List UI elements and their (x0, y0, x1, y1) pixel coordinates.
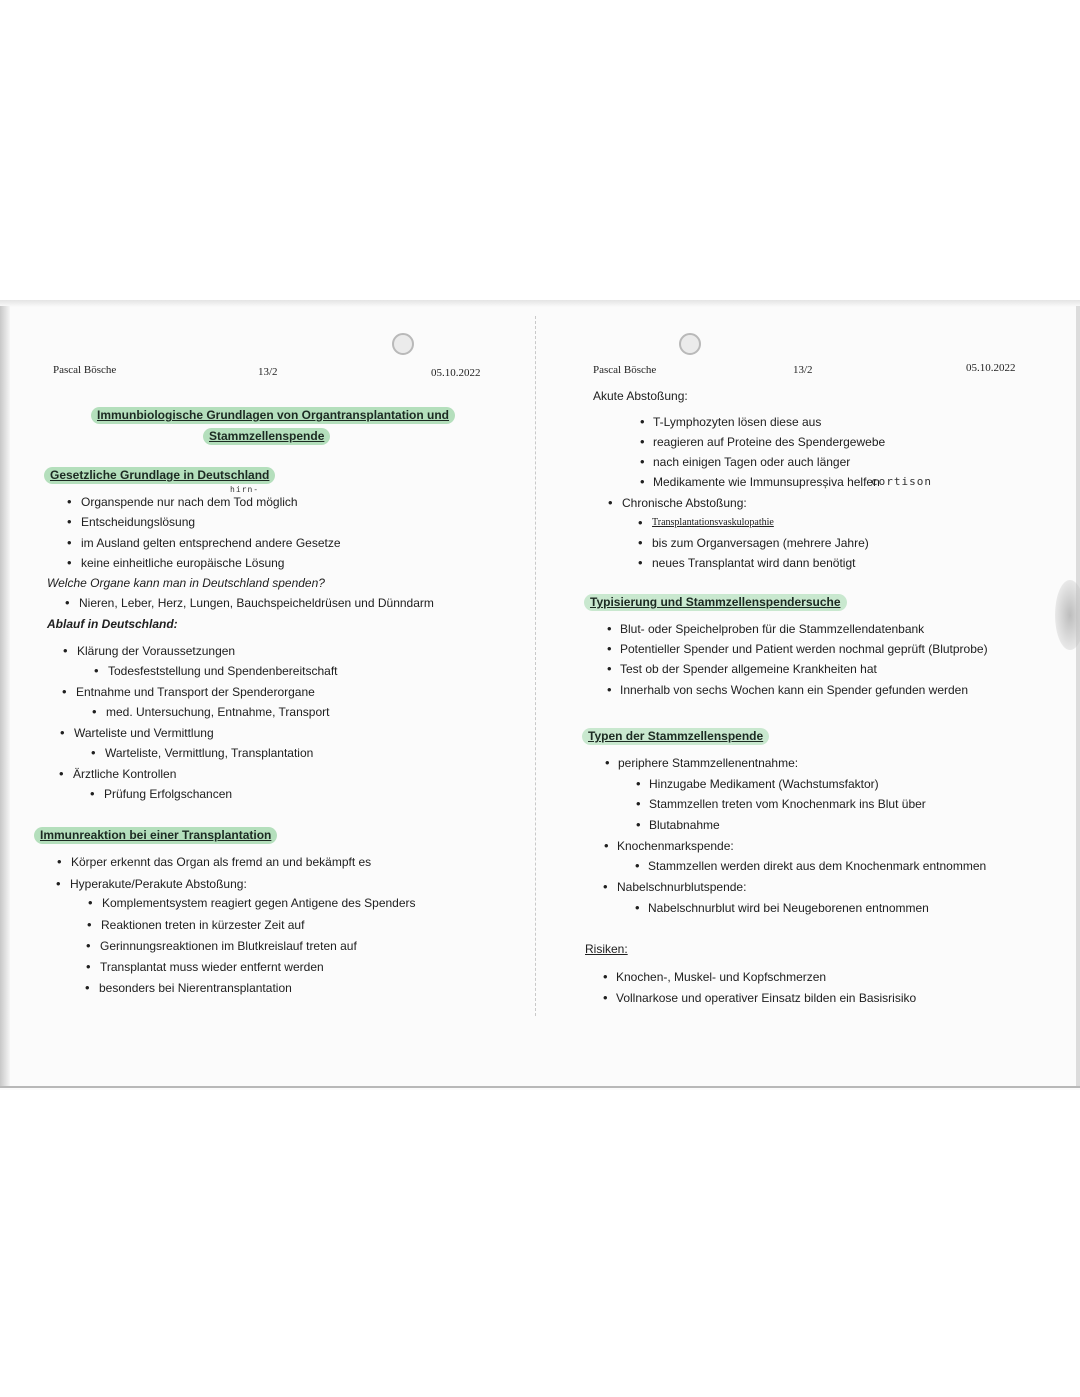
list-item: Körper erkennt das Organ als fremd an und bekämpft es (71, 855, 372, 869)
list-item: Nieren, Leber, Herz, Lungen, Bauchspeicheldrüsen und Dünndarm (79, 596, 434, 610)
ablauf-title: Ablauf in Deutschland: (47, 617, 178, 631)
handwritten-note: cortison (871, 475, 932, 488)
list-item: im Ausland gelten entsprechend andere Gesetze (81, 536, 341, 550)
sub-list-item: Todesfeststellung und Spendenbereitschaft (108, 664, 338, 678)
sub-list-item: Hinzugabe Medikament (Wachstumsfaktor) (649, 777, 879, 791)
section-title-typen: Typen der Stammzellenspende (582, 729, 769, 743)
page-fold (535, 316, 537, 1016)
list-item: Ärztliche Kontrollen (73, 767, 177, 781)
list-item: Vollnarkose und operativer Einsatz bilden ein Basisrisiko (616, 991, 917, 1005)
list-item: keine einheitliche europäische Lösung (81, 556, 285, 570)
list-item: Blut- oder Speichelproben für die Stammzellendatenbank (620, 622, 925, 636)
sub-list-item: Blutabnahme (649, 818, 720, 832)
sub-list-item: Reaktionen treten in kürzester Zeit auf (101, 918, 305, 932)
sheet-bottom-edge (0, 1086, 1080, 1088)
sub-list-item: Komplementsystem reagiert gegen Antigene des Spenders (102, 896, 416, 910)
sub-list-item: Warteliste, Vermittlung, Transplantation (105, 746, 314, 760)
right-page: Pascal Bösche 13/2 05.10.2022 Akute Abstoßung: • T-Lymphozyten lösen diese aus • reagieren auf Proteine des Spendergewebe • nach einigen Tagen oder auch länger • Medikamente wie Immunsupresșiva helfen cortison • Chronische Abstoßung: • Transplantationsvaskulopathie • bis zum Organversagen (mehrere Jahre) • neues Transplantat wird dann benötigt Typisierung und Stammzellenspendersuche • Blut- oder Speichelproben für die Stammzellendatenbank • Potentieller Spender und Patient werden nochmal geprüft (Blutprobe) • Test ob der Spender allgemeine Krankheiten hat • Innerhalb von sechs Wochen kann ein Spender gefunden werden Typen der Stammzellenspende • periphere Stammzellenentnahme: • Hinzugabe Medikament (Wachstumsfaktor) • Stammzellen treten vom Knochenmark ins Blut über • Blutabnahme • Knochenmarkspende: • Stammzellen werden direkt aus dem Knochenmark entnommen • Nabelschnurblutspende: • Nabelschnurblut wird bei Neugeborenen entnommen Risiken: • Knochen-, Muskel- und Kopfschmerzen • Vollnarkose und operativer Einsatz bilden ein Basisrisiko (540, 300, 1080, 1080)
header-date: 05.10.2022 (431, 367, 481, 379)
left-page: Pascal Bösche 13/2 05.10.2022 Immunbiologische Grundlagen von Organtransplantation und Stammzellenspende Gesetzliche Grundlage in Deutschland hirn- • Organspende nur nach dem Tod möglich • Entscheidungslösung • im Ausland gelten entsprechend andere Gesetze • keine einheitliche europäische Lösung Welche Organe kann man in Deutschland spenden? • Nieren, Leber, Herz, Lungen, Bauchspeicheldrüsen und Dünndarm Ablauf in Deutschland: • Klärung der Voraussetzungen • Todesfeststellung und Spendenbereitschaft • Entnahme und Transport der Spenderorgane • med. Untersuchung, Entnahme, Transport • Warteliste und Vermittlung • Warteliste, Vermittlung, Transplantation • Ärztliche Kontrollen • Prüfung Erfolgschancen Immunreaktion bei einer Transplantation • Körper erkennt das Organ als fremd an und bekämpft es • Hyperakute/Perakute Abstoßung: • Komplementsystem reagiert gegen Antigene des Spenders • Reaktionen treten in kürzester Zeit auf • Gerinnungsreaktionen im Blutkreislauf treten auf • Transplantat muss wieder entfernt werden • besonders bei Nierentransplantation (0, 300, 535, 1080)
akut-label: Akute Abstoßung: (593, 389, 688, 403)
list-item: Organspende nur nach dem Tod möglich (81, 495, 298, 509)
section-title-gesetz: Gesetzliche Grundlage in Deutschland (44, 468, 275, 482)
list-item: Innerhalb von sechs Wochen kann ein Spender gefunden werden (620, 683, 969, 697)
sub-list-item: Transplantat muss wieder entfernt werden (100, 960, 324, 974)
sub-list-item: Nabelschnurblut wird bei Neugeborenen entnommen (648, 901, 929, 915)
list-item: Klärung der Voraussetzungen (77, 644, 236, 658)
list-item: Knochenmarkspende: (617, 839, 734, 853)
list-item: neues Transplantat wird dann benötigt (652, 556, 856, 570)
handwritten-note: hirn- (230, 485, 260, 494)
question: Welche Organe kann man in Deutschland spenden? (47, 576, 325, 590)
section-title-typisierung: Typisierung und Stammzellenspendersuche (584, 595, 847, 609)
list-item: periphere Stammzellenentnahme: (618, 756, 799, 770)
list-item: Medikamente wie Immunsupresșiva helfen (653, 475, 880, 489)
list-item: Entnahme und Transport der Spenderorgane (76, 685, 315, 699)
list-item: Warteliste und Vermittlung (74, 726, 214, 740)
list-item: Potentieller Spender und Patient werden nochmal geprüft (Blutprobe) (620, 642, 988, 656)
list-item: Knochen-, Muskel- und Kopfschmerzen (616, 970, 827, 984)
list-item: nach einigen Tagen oder auch länger (653, 455, 851, 469)
header-class: 13/2 (793, 364, 813, 376)
chron-label: Chronische Abstoßung: (622, 496, 747, 510)
header-name: Pascal Bösche (593, 364, 657, 376)
list-item: Transplantationsvaskulopathie (652, 517, 774, 528)
list-item: Hyperakute/Perakute Abstoßung: (70, 877, 247, 891)
sub-list-item: besonders bei Nierentransplantation (99, 981, 292, 995)
risiken-title: Risiken: (585, 942, 628, 956)
section-title-immun: Immunreaktion bei einer Transplantation (34, 828, 277, 842)
sub-list-item: Stammzellen werden direkt aus dem Knochenmark entnommen (648, 859, 987, 873)
header-date: 05.10.2022 (966, 362, 1016, 374)
header-class: 13/2 (258, 366, 278, 378)
sub-list-item: Prüfung Erfolgschancen (104, 787, 233, 801)
sub-list-item: med. Untersuchung, Entnahme, Transport (106, 705, 330, 719)
sub-list-item: Gerinnungsreaktionen im Blutkreislauf treten auf (100, 939, 357, 953)
sub-list-item: Stammzellen treten vom Knochenmark ins Blut über (649, 797, 926, 811)
doc-title-line2: Stammzellenspende (203, 429, 330, 443)
list-item: Entscheidungslösung (81, 515, 196, 529)
list-item: Nabelschnurblutspende: (617, 880, 747, 894)
list-item: T-Lymphozyten lösen diese aus (653, 415, 822, 429)
doc-title-line1: Immunbiologische Grundlagen von Organtransplantation und (91, 408, 455, 422)
header-name: Pascal Bösche (53, 364, 117, 376)
list-item: Test ob der Spender allgemeine Krankheiten hat (620, 662, 877, 676)
list-item: reagieren auf Proteine des Spendergewebe (653, 435, 886, 449)
list-item: bis zum Organversagen (mehrere Jahre) (652, 536, 869, 550)
